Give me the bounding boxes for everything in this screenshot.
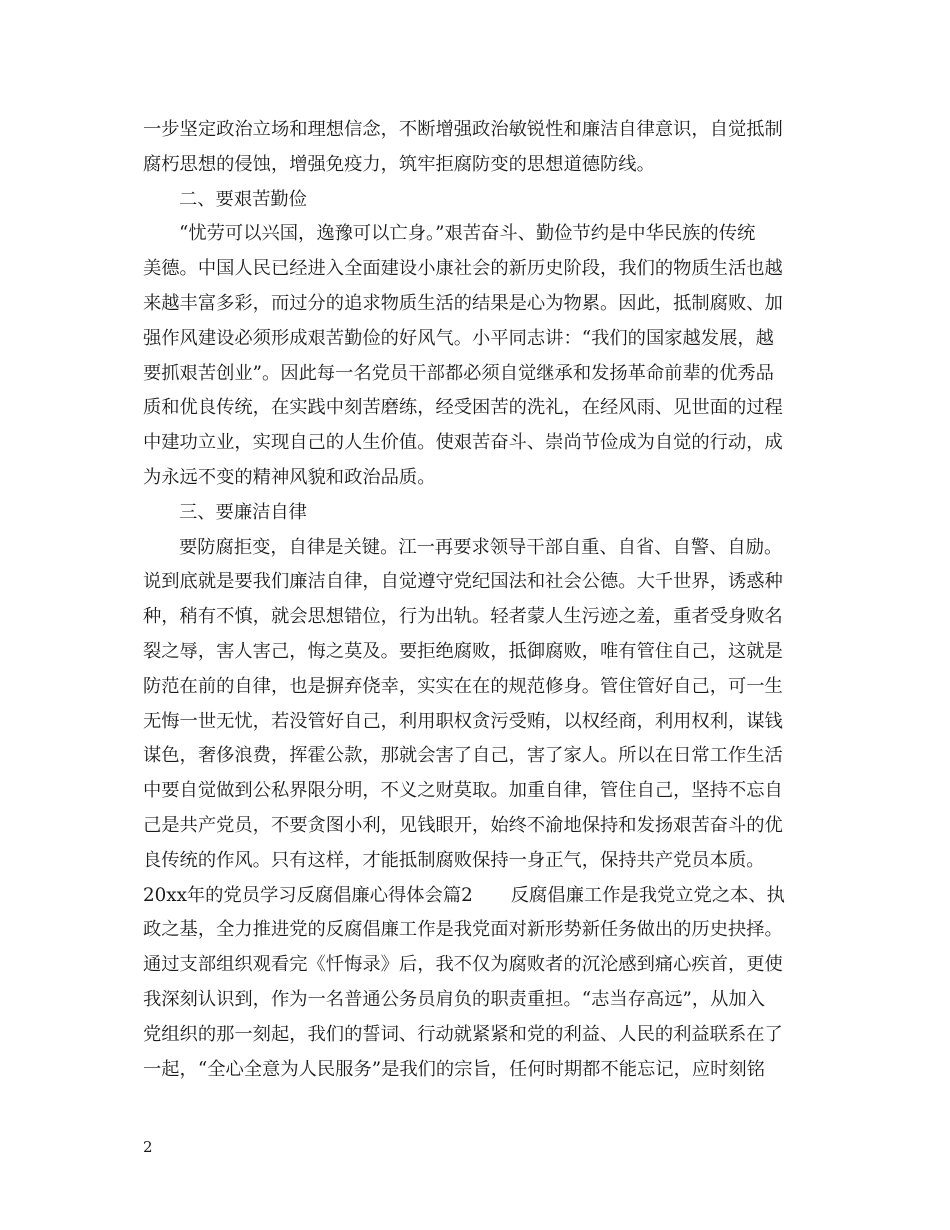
body-line: 裂之辱，害人害己，悔之莫及。要拒绝腐败，抵御腐败，唯有管住自己，这就是 [143, 640, 783, 662]
document-body [143, 113, 813, 1087]
body-line: 强作风建设必须形成艰苦勤俭的好风气。小平同志讲：“我们的国家越发展，越 [143, 327, 774, 349]
body-line: 美德。中国人民已经进入全面建设小康社会的新历史阶段，我们的物质生活也越 [143, 258, 783, 280]
page-number: 2 [143, 1138, 153, 1156]
body-line: 种，稍有不慎，就会思想错位，行为出轨。轻者蒙人生污迹之羞，重者受身败名 [143, 606, 783, 628]
body-line: 一起，“全心全意为人民服务”是我们的宗旨，任何时期都不能忘记，应时刻铭 [143, 1058, 765, 1080]
body-line: 中要自觉做到公私界限分明，不义之财莫取。加重自律，管住自己，坚持不忘自 [143, 780, 783, 802]
body-line: 良传统的作风。只有这样，才能抵制腐败保持一身正气，保持共产党员本质。 [143, 849, 765, 871]
body-line: 说到底就是要我们廉洁自律，自觉遵守党纪国法和社会公德。大千世界，诱惑种 [143, 571, 783, 593]
paragraph-first-line: 要防腐拒变，自律是关键。江一再要求领导干部自重、自省、自警、自励。 [179, 536, 783, 558]
body-line: 中建功立业，实现自己的人生价值。使艰苦奋斗、崇尚节俭成为自觉的行动，成 [143, 432, 783, 454]
body-line: 为永远不变的精神风貌和政治品质。 [143, 466, 436, 488]
body-line: 无悔一世无忧，若没管好自己，利用职权贪污受贿，以权经商，利用权利，谋钱 [143, 710, 783, 732]
body-line: 谋色，奢侈浪费，挥霍公款，那就会害了自己，害了家人。所以在日常工作生活 [143, 745, 783, 767]
body-line: 来越丰富多彩，而过分的追求物质生活的结果是心为物累。因此，抵制腐败、加 [143, 292, 783, 314]
section2-heading: 20xx年的党员学习反腐倡廉心得体会篇2 [143, 884, 473, 906]
section2-first-line-text: 反腐倡廉工作是我党立党之本、执 [510, 884, 785, 906]
body-line: 我深刻认识到，作为一名普通公务员肩负的职责重担。“志当存高远”，从加入 [143, 988, 765, 1010]
section2-title-line [143, 879, 813, 914]
body-line: 腐朽思想的侵蚀，增强免疫力，筑牢拒腐防变的思想道德防线。 [143, 153, 655, 175]
body-line: 党组织的那一刻起，我们的誓词、行动就紧紧和党的利益、人民的利益联系在了 [143, 1023, 783, 1045]
body-line: 一步坚定政治立场和理想信念，不断增强政治敏锐性和廉洁自律意识，自觉抵制 [143, 119, 783, 140]
body-line: 通过支部组织观看完《忏悔录》后，我不仅为腐败者的沉沦感到痛心疾首，更使 [143, 954, 783, 976]
body-line: 防范在前的自律，也是摒弃侥幸，实实在在的规范修身。管住管好自己，可一生 [143, 675, 783, 697]
body-line: 质和优良传统，在实践中刻苦磨练，经受困苦的洗礼，在经风雨、见世面的过程 [143, 397, 783, 419]
body-line: 己是共产党员，不要贪图小利，见钱眼开，始终不渝地保持和发扬艰苦奋斗的优 [143, 814, 783, 836]
section-heading: 三、要廉洁自律 [179, 501, 307, 523]
body-line: 政之基，全力推进党的反腐倡廉工作是我党面对新形势新任务做出的历史抉择。 [143, 919, 783, 941]
paragraph-first-line: “忧劳可以兴国，逸豫可以亡身。”艰苦奋斗、勤俭节约是中华民族的传统 [179, 223, 756, 245]
section-heading: 二、要艰苦勤俭 [179, 188, 307, 210]
body-line: 要抓艰苦创业”。因此每一名党员干部都必须自觉继承和发扬革命前辈的优秀品 [143, 362, 774, 384]
